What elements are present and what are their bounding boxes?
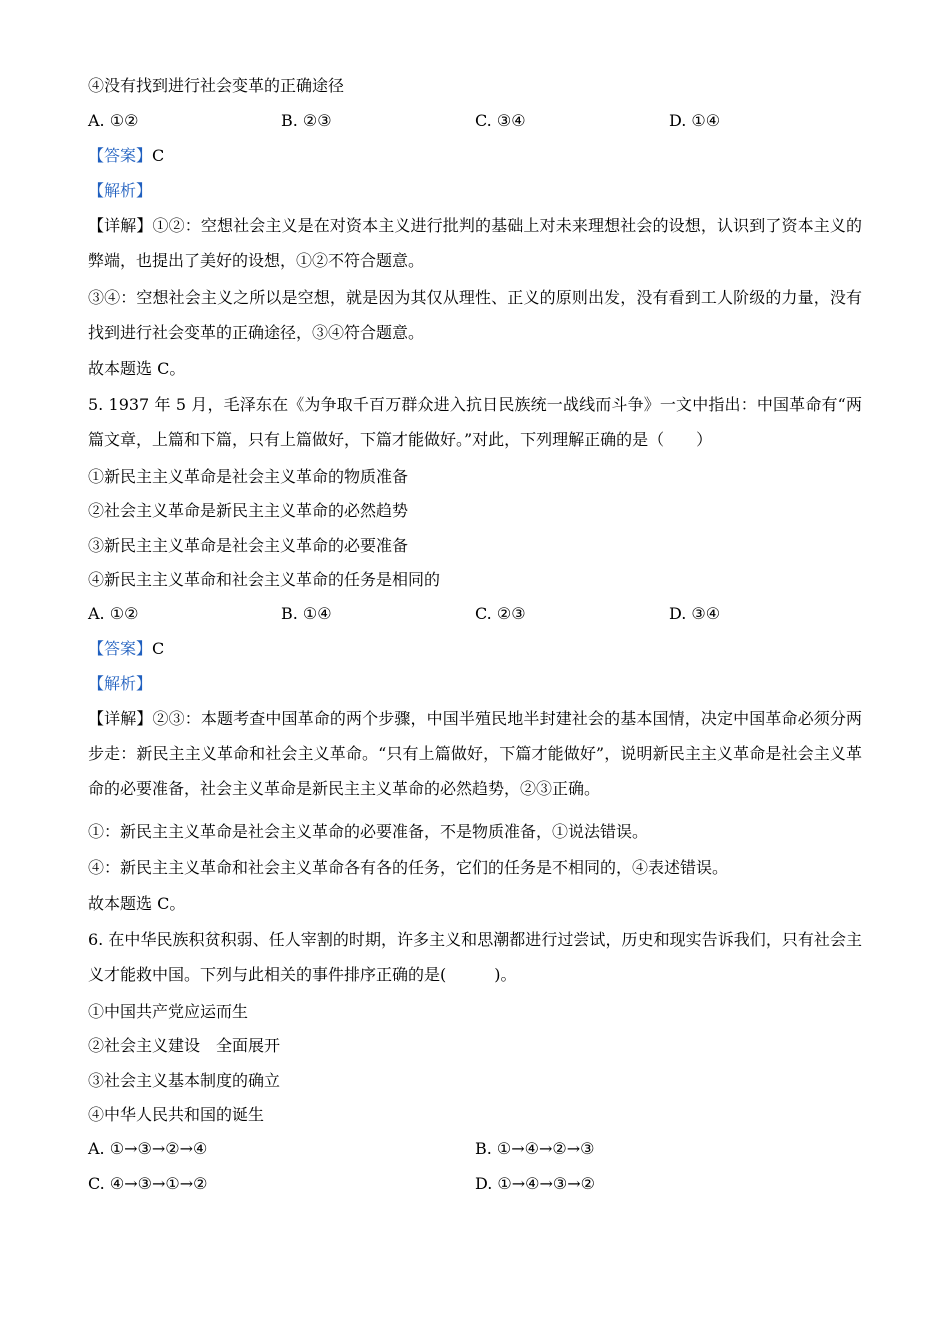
q5-option-b: B. ①④ <box>281 604 332 623</box>
q5-item-3: ③新民主主义革命是社会主义革命的必要准备 <box>88 536 409 555</box>
detail-label: 【详解】 <box>88 216 153 235</box>
q5-detail-3: ④：新民主主义革命和社会主义革命各有各的任务，它们的任务是不相同的，④表述错误。 <box>88 858 729 877</box>
q4-conclusion: 故本题选 C。 <box>88 359 186 378</box>
q6-option-a: A. ①→③→②→④ <box>88 1139 208 1158</box>
q6-option-d: D. ①→④→③→② <box>475 1174 596 1193</box>
q5-item-1: ①新民主主义革命是社会主义革命的物质准备 <box>88 467 409 486</box>
q5-detail-1 <box>88 701 862 806</box>
q6-item-2: ②社会主义建设 全面展开 <box>88 1036 281 1055</box>
answer-label: 【答案】 <box>88 639 153 658</box>
q5-option-a: A. ①② <box>88 604 139 623</box>
q6-option-b: B. ①→④→②→③ <box>475 1139 595 1158</box>
q4-option-d: D. ①④ <box>669 111 721 130</box>
q6-option-c: C. ④→③→①→② <box>88 1174 208 1193</box>
detail-label: 【详解】 <box>88 709 153 728</box>
q4-analysis-label: 【解析】 <box>88 181 153 200</box>
detail-text: ②③：本题考查中国革命的两个步骤，中国半殖民地半封建社会的基本国情，决定中国革命必须分两步走：新民主主义革命和社会主义革命。“只有上篇做好，下篇才能做好”，说明新民主主义革命是社会主义革命的必要准备，社会主义革命是新民主主义革命的必然趋势，②③正确。 <box>88 709 862 798</box>
answer-value: C <box>152 146 165 165</box>
q4-item-4: ④没有找到进行社会变革的正确途径 <box>88 76 345 95</box>
q4-option-a: A. ①② <box>88 111 139 130</box>
q5-item-4: ④新民主主义革命和社会主义革命的任务是相同的 <box>88 570 441 589</box>
q4-answer <box>88 146 164 166</box>
q5-conclusion: 故本题选 C。 <box>88 894 186 913</box>
q4-detail-1 <box>88 208 862 278</box>
q6-stem: 6. 在中华民族积贫积弱、任人宰割的时期，许多主义和思潮都进行过尝试，历史和现实告诉我们，只有社会主义才能救中国。下列与此相关的事件排序正确的是( )。 <box>88 930 862 984</box>
q5-item-2: ②社会主义革命是新民主主义革命的必然趋势 <box>88 501 409 520</box>
detail-text: ①②：空想社会主义是在对资本主义进行批判的基础上对未来理想社会的设想，认识到了资本主义的弊端，也提出了美好的设想，①②不符合题意。 <box>88 216 862 270</box>
q4-detail-2: ③④：空想社会主义之所以是空想，就是因为其仅从理性、正义的原则出发，没有看到工人阶级的力量，没有找到进行社会变革的正确途径，③④符合题意。 <box>88 288 862 342</box>
q6-item-4: ④中华人民共和国的诞生 <box>88 1105 265 1124</box>
answer-label: 【答案】 <box>88 146 153 165</box>
q5-detail-2: ①：新民主主义革命是社会主义革命的必要准备，不是物质准备，①说法错误。 <box>88 822 649 841</box>
q4-option-b: B. ②③ <box>281 111 332 130</box>
q5-answer <box>88 639 164 659</box>
answer-value: C <box>152 639 165 658</box>
q4-option-c: C. ③④ <box>475 111 526 130</box>
q5-stem: 5. 1937 年 5 月，毛泽东在《为争取千百万群众进入抗日民族统一战线而斗争》一文中指出：中国革命有“两篇文章，上篇和下篇，只有上篇做好，下篇才能做好。”对此，下列理解正确的是（ ） <box>88 395 862 449</box>
q5-option-c: C. ②③ <box>475 604 526 623</box>
q5-analysis-label: 【解析】 <box>88 674 153 693</box>
q6-item-3: ③社会主义基本制度的确立 <box>88 1071 281 1090</box>
q6-item-1: ①中国共产党应运而生 <box>88 1002 249 1021</box>
q5-option-d: D. ③④ <box>669 604 721 623</box>
